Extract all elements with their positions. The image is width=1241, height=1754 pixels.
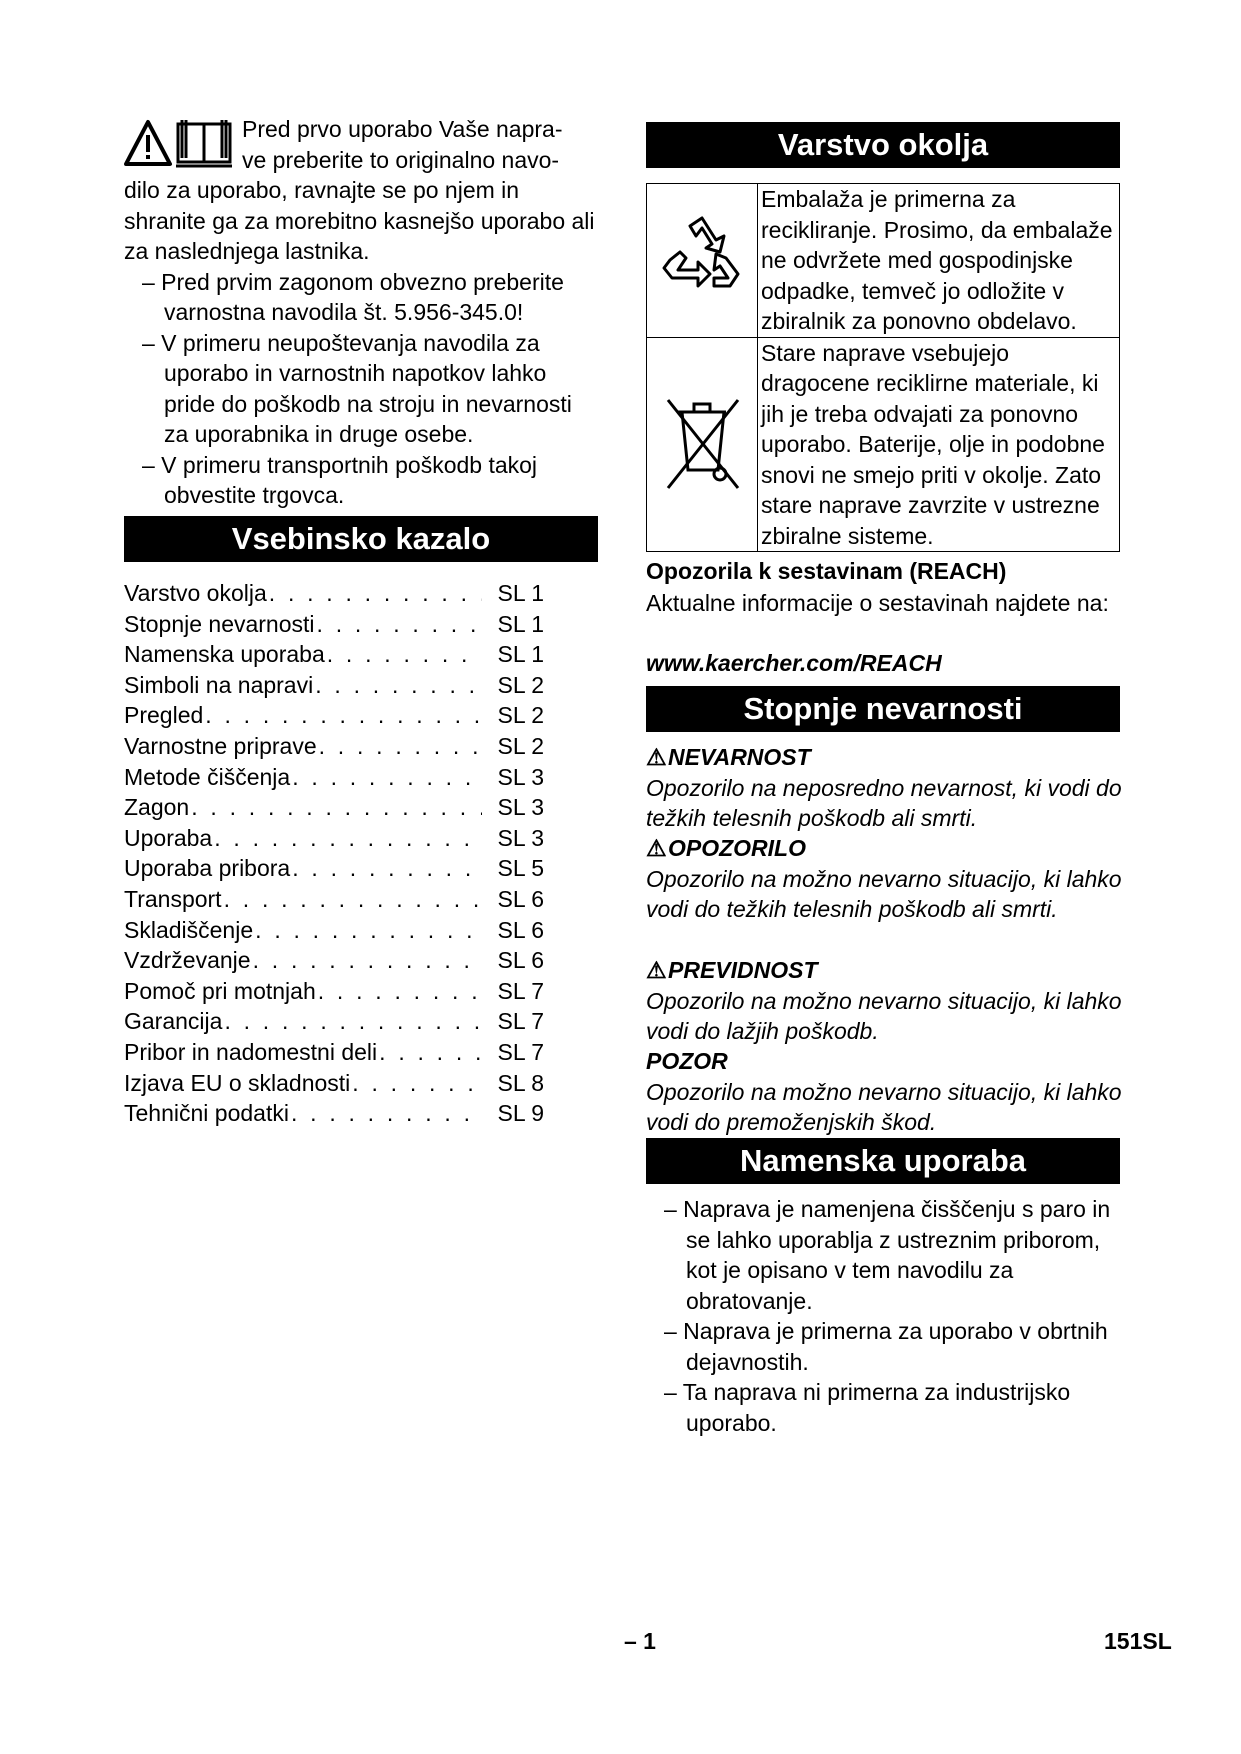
hazard-heading: ⚠NEVARNOST — [646, 742, 1122, 773]
toc-entry-label: Uporaba pribora — [124, 855, 291, 882]
footer-page-number: – 1 — [624, 1628, 656, 1654]
toc-entry-label: Izjava EU o skladnosti — [124, 1069, 351, 1096]
intro-section — [124, 114, 600, 511]
toc-entry[interactable] — [124, 700, 544, 731]
toc-entry-page: SL 1 — [497, 580, 544, 606]
toc-entry-label: Metode čiščenja — [124, 763, 291, 790]
intro-line-1: Pred prvo uporabo Vaše napra- — [242, 116, 563, 142]
hazards-heading: Stopnje nevarnosti — [646, 686, 1120, 732]
environment-table — [646, 183, 1120, 552]
toc-entry-label: Namenska uporaba — [124, 641, 325, 668]
toc-entry-label: Uporaba — [124, 824, 213, 851]
hazard-heading: ⚠OPOZORILO — [646, 833, 1122, 864]
toc-entry-page: SL 1 — [497, 610, 544, 637]
toc-entry-label: Pregled — [124, 702, 204, 729]
disposal-icon-cell — [647, 337, 758, 552]
environment-heading: Varstvo okolja — [646, 122, 1120, 168]
intended-use-item: – Ta naprava ni primerna za industrijsko uporabo. — [664, 1379, 1071, 1436]
reach-title: Opozorila k sestavinam (REACH) — [646, 558, 1007, 584]
intro-line-2: ve preberite to originalno navo- — [242, 146, 560, 173]
toc-entry-label: Garancija — [124, 1008, 223, 1035]
toc-entry[interactable] — [124, 670, 544, 701]
intro-item: – Pred prvim zagonom obvezno preberite varnostna navodila št. 5.956-345.0! — [142, 268, 564, 325]
toc-entry-label: Simboli na napravi — [124, 671, 314, 698]
toc-entry[interactable] — [124, 945, 544, 976]
toc-entry[interactable] — [124, 609, 544, 640]
hazard-text: Opozorilo na možno nevarno situacijo, ki lahko vodi do težkih telesnih poškodb ali smrti. — [646, 865, 1122, 922]
toc-entry-page: SL 2 — [497, 671, 544, 698]
toc-entry-label: Pomoč pri motnjah — [124, 977, 316, 1004]
warning-triangle-icon: ⚠ — [646, 835, 667, 861]
recycling-icon-cell — [647, 184, 758, 338]
toc-entry-page: SL 3 — [497, 794, 544, 821]
toc-entry[interactable] — [124, 762, 544, 793]
footer-page-code: 151SL — [1104, 1628, 1172, 1654]
warning-triangle-icon: ⚠ — [646, 744, 667, 770]
book-icon — [176, 120, 232, 166]
toc-entry-page: SL 2 — [497, 732, 544, 759]
toc-entry-label: Vzdrževanje — [124, 947, 251, 974]
toc-entry[interactable] — [124, 1006, 544, 1037]
toc-entry[interactable] — [124, 639, 544, 670]
toc-entry[interactable] — [124, 884, 544, 915]
toc-entry-page: SL 6 — [497, 916, 544, 943]
toc-entry-page: SL 1 — [497, 641, 544, 668]
toc-entry-page: SL 7 — [497, 1008, 544, 1035]
reach-link[interactable]: www.kaercher.com/REACH — [646, 650, 942, 676]
toc-entry[interactable] — [124, 1068, 544, 1099]
warning-triangle-icon: ⚠ — [646, 957, 667, 983]
toc-entry-page: SL 3 — [497, 763, 544, 790]
toc-entry-page: SL 7 — [497, 1038, 544, 1065]
toc-entry-label: Transport — [124, 885, 222, 912]
hazard-heading: POZOR — [646, 1048, 728, 1074]
warning-book-icons — [124, 116, 236, 170]
table-of-contents — [124, 578, 544, 1129]
intended-use-item: – Naprava je namenjena čisščenju s paro in se lahko uporablja z ustreznim priborom, kot je opisano v tem navodilu za obratovanje. — [664, 1196, 1111, 1314]
toc-entry-page: SL 2 — [497, 702, 544, 729]
intended-use-heading: Namenska uporaba — [646, 1138, 1120, 1184]
intended-use-item: – Naprava je primerna za uporabo v obrtnih dejavnostih. — [664, 1318, 1108, 1375]
toc-entry-page: SL 9 — [497, 1100, 544, 1127]
toc-entry-page: SL 3 — [497, 824, 544, 851]
toc-entry-page: SL 7 — [497, 977, 544, 1004]
hazard-level — [646, 1046, 1122, 1138]
warning-triangle-icon — [126, 122, 170, 164]
toc-entry-page: SL 8 — [497, 1069, 544, 1096]
recycling-text: Embalaža je primerna za recikliranje. Prosimo, da embalaže ne odvržete med gospodinjske odpadke, temveč jo odložite v zbiralnik za ponovno obdelavo. — [758, 184, 1120, 338]
reach-text: Aktualne informacije o sestavinah najdete na: — [646, 590, 1109, 616]
toc-entry-page: SL 6 — [497, 947, 544, 974]
toc-entry[interactable] — [124, 823, 544, 854]
toc-heading: Vsebinsko kazalo — [124, 516, 598, 562]
toc-entry-label: Varnostne priprave — [124, 732, 317, 759]
toc-entry-label: Tehnični podatki — [124, 1100, 289, 1127]
toc-entry-page: SL 6 — [497, 885, 544, 912]
toc-entry-label: Stopnje nevarnosti — [124, 610, 315, 637]
intended-use-list — [646, 1194, 1122, 1438]
recycling-icon — [656, 212, 748, 304]
toc-entry-label: Skladiščenje — [124, 916, 254, 943]
hazard-text: Opozorilo na možno nevarno situacijo, ki lahko vodi do premoženjskih škod. — [646, 1078, 1122, 1135]
crossed-bin-icon — [660, 390, 744, 494]
hazard-level — [646, 955, 1122, 1047]
intro-item: – V primeru neupoštevanja navodila za uporabo in varnostnih napotkov lahko pride do poškodb na stroju in nevarnosti za uporabnika in druge osebe. — [142, 329, 572, 447]
toc-entry[interactable] — [124, 1098, 544, 1129]
toc-entry[interactable] — [124, 915, 544, 946]
toc-entry[interactable] — [124, 792, 544, 823]
toc-entry-label: Zagon — [124, 794, 190, 821]
hazard-level — [646, 833, 1122, 925]
toc-entry-label: Varstvo okolja — [124, 580, 267, 606]
toc-entry[interactable] — [124, 853, 544, 884]
toc-entry[interactable] — [124, 731, 544, 762]
toc-entry[interactable] — [124, 578, 544, 609]
toc-entry-label: Pribor in nadomestni deli — [124, 1038, 378, 1065]
hazard-heading: ⚠PREVIDNOST — [646, 955, 1122, 986]
toc-entry-page: SL 5 — [497, 855, 544, 882]
toc-entry[interactable] — [124, 976, 544, 1007]
hazard-level — [646, 742, 1122, 834]
hazard-text: Opozorilo na možno nevarno situacijo, ki lahko vodi do lažjih poškodb. — [646, 987, 1122, 1044]
toc-entry[interactable] — [124, 1037, 544, 1068]
intro-text: dilo za uporabo, ravnajte se po njem in shranite ga za morebitno kasnejšo uporabo ali za naslednjega lastnika. — [124, 177, 595, 264]
intro-item: – V primeru transportnih poškodb takoj obvestite trgovca. — [142, 451, 538, 508]
hazard-text: Opozorilo na neposredno nevarnost, ki vodi do težkih telesnih poškodb ali smrti. — [646, 774, 1122, 831]
disposal-text: Stare naprave vsebujejo dragocene reciklirne materiale, ki jih je treba odvajati za ponovno uporabo. Baterije, olje in podobne snovi ne smejo priti v okolje. Zato stare naprave zavrzite v ustrezne zbiralne sisteme. — [758, 337, 1120, 552]
